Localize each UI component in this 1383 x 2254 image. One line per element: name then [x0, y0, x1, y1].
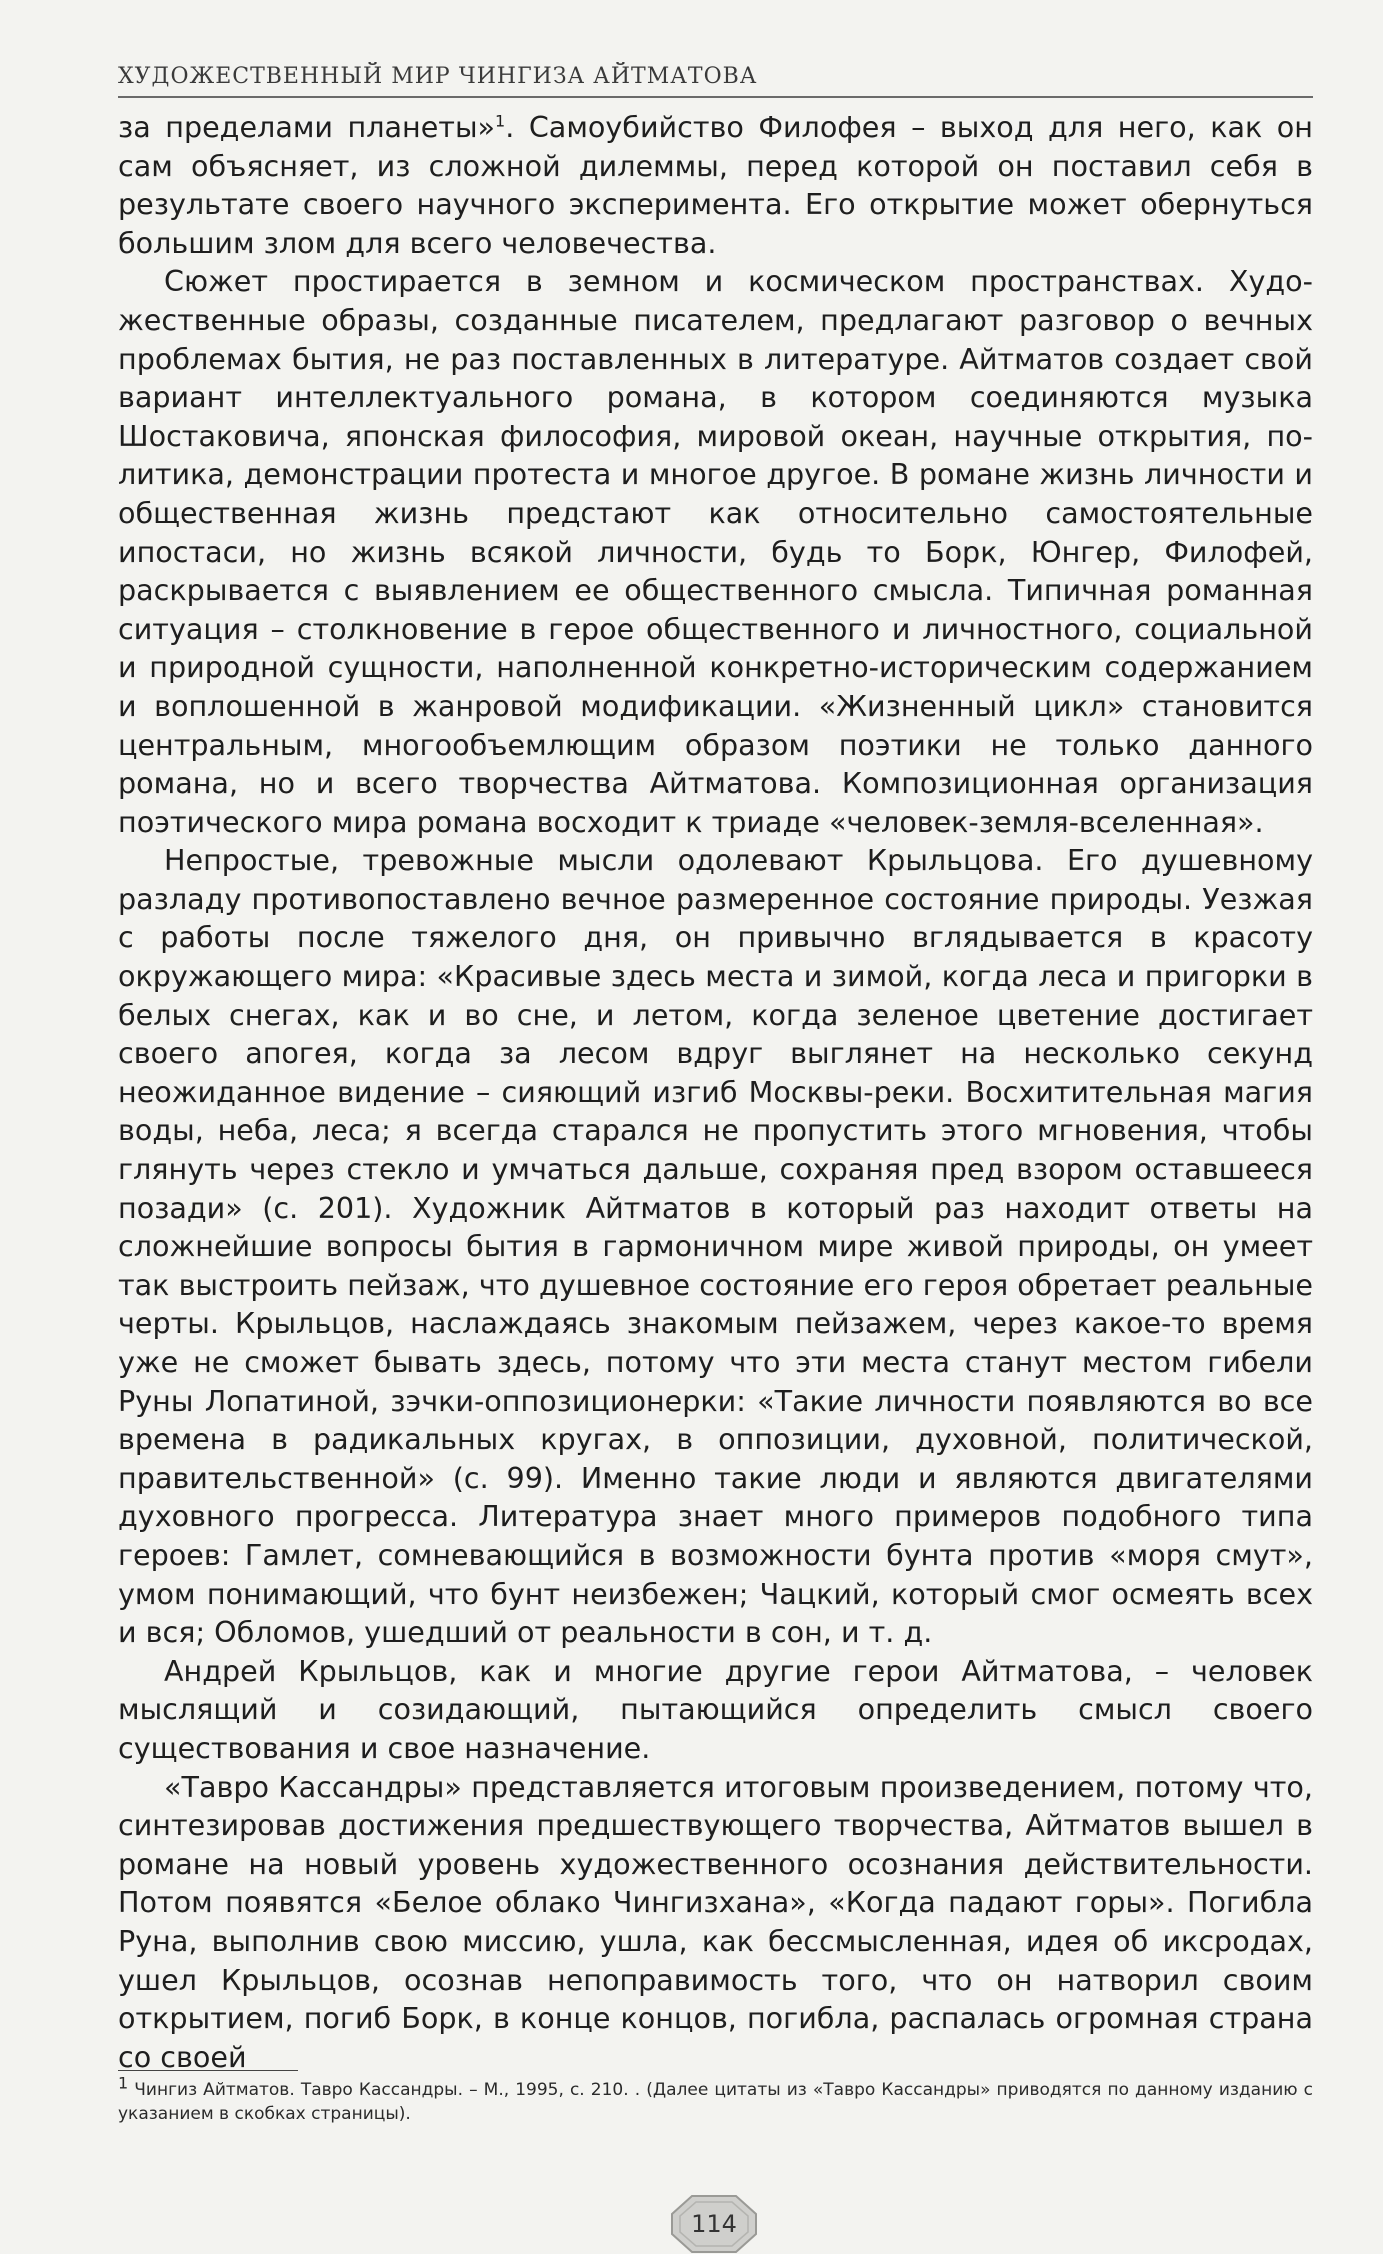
- book-page: [118, 62, 1313, 2238]
- paragraph-1-start: за пределами планеты»: [118, 110, 496, 144]
- paragraph-1-rest: . Самоубийство Филофея – выход для него, как он сам объясняет, из сложной дилеммы, перед которой он поставил себя в результате своего научного эксперимента. Его открытие может обернуться большим злом для всего человечества.: [118, 110, 1313, 260]
- footnote-reference[interactable]: 1: [495, 111, 506, 131]
- footnote-divider: [118, 2070, 298, 2071]
- paragraph-5: «Тавро Кассандры» представляется итоговым произведением, потому что, синтезировав достижения предшествующего творчества, Айтматов вышел в романе на новый уровень художественного осознания действительности. Потом появятся «Белое облако Чингизхана», «Когда падают горы». Погибла Руна, выполнив свою миссию, ушла, как бессмысленная, идея об икcродах, ушел Крыльцов, осознав непоправимость того, что он натворил своим открытием, погиб Борк, в конце концов, погибла, распалась огромная страна со своей: [118, 1769, 1313, 2074]
- page-number: 114: [691, 2210, 737, 2238]
- paragraph-4: Андрей Крыльцов, как и многие другие герои Айтматова, – человек мыслящий и созидающий, пытающийся определить смысл своего существования и свое назначение.: [118, 1653, 1313, 1765]
- footnote-mark: 1: [118, 2073, 129, 2093]
- page-number-badge: [670, 2194, 758, 2254]
- footnote: [118, 2073, 1313, 2126]
- running-head: ХУДОЖЕСТВЕННЫЙ МИР ЧИНГИЗА АЙТМАТОВА: [118, 62, 1313, 98]
- paragraph-2: Сюжет простирается в земном и космическом пространствах. Художественные образы, созданные писателем, предлагают разговор о вечных проблемах бытия, не раз поставленных в литературе. Айтматов создает свой вариант интеллектуального романа, в котором соединяются музыка Шостаковича, японская философия, мировой океан, научные открытия, политика, демонстрации протеста и многое другое. В романе жизнь личности и общественная жизнь предстают как относительно самостоятельные ипостаси, но жизнь всякой личности, будь то Борк, Юнгер, Филофей, раскрывается с выявлением ее общественного смысла. Типичная романная ситуация – столкновение в герое общественного и личностного, социальной и природной сущности, наполненной конкретно-историческим содержанием и воплошенной в жанровой модификации. «Жизненный цикл» становится центральным, многообъемлющим образом поэтики не только данного романа, но и всего творчества Айтматова. Композиционная организация поэтического мира романа восходит к триаде «человек-земля-вселенная».: [118, 264, 1313, 839]
- paragraph-1: [118, 108, 1313, 262]
- main-text: [118, 108, 1313, 2076]
- paragraph-3: Непростые, тревожные мысли одолевают Крыльцова. Его душевному разладу противопоставлено вечное размеренное состояние природы. Уезжая с работы после тяжелого дня, он привычно вглядывается в красоту окружающего мира: «Красивые здесь места и зимой, когда леса и пригорки в белых снегах, как и во сне, и летом, когда зеленое цветение достигает своего апогея, когда за лесом вдруг выглянет на несколько секунд неожиданное видение – сияющий изгиб Москвы-реки. Восхитительная магия воды, неба, леса; я всегда старался не пропустить этого мгновения, чтобы глянуть через стекло и умчаться дальше, сохраняя пред взором оставшееся позади» (с. 201). Художник Айтматов в который раз находит ответы на сложнейшие вопросы бытия в гармоничном мире живой природы, он умеет так выстроить пейзаж, что душевное состояние его героя обретает реальные черты. Крыльцов, наслаждаясь знакомым пейзажем, через какое-то время уже не сможет бывать здесь, потому что эти места станут местом гибели Руны Лопатиной, зэчки-оппозиционерки: «Такие личности появляются во все времена в радикальных кругах, в оппозиции, духовной, политической, правительственной» (с. 99). Именно такие люди и являются двигателями духовного прогресса. Литература знает много примеров подобного типа героев: Гамлет, сомневающийся в возможности бунта против «моря смут», умом понимающий, что бунт неизбежен; Чацкий, который смог осмеять всех и вся; Обломов, ушедший от реальности в сон, и т. д.: [118, 843, 1313, 1650]
- footnote-text: Чингиз Айтматов. Тавро Кассандры. – М., 1995, с. 210. . (Далее цитаты из «Тавро Кассандры» приводятся по данному изданию с указанием в скобках страницы).: [118, 2080, 1313, 2124]
